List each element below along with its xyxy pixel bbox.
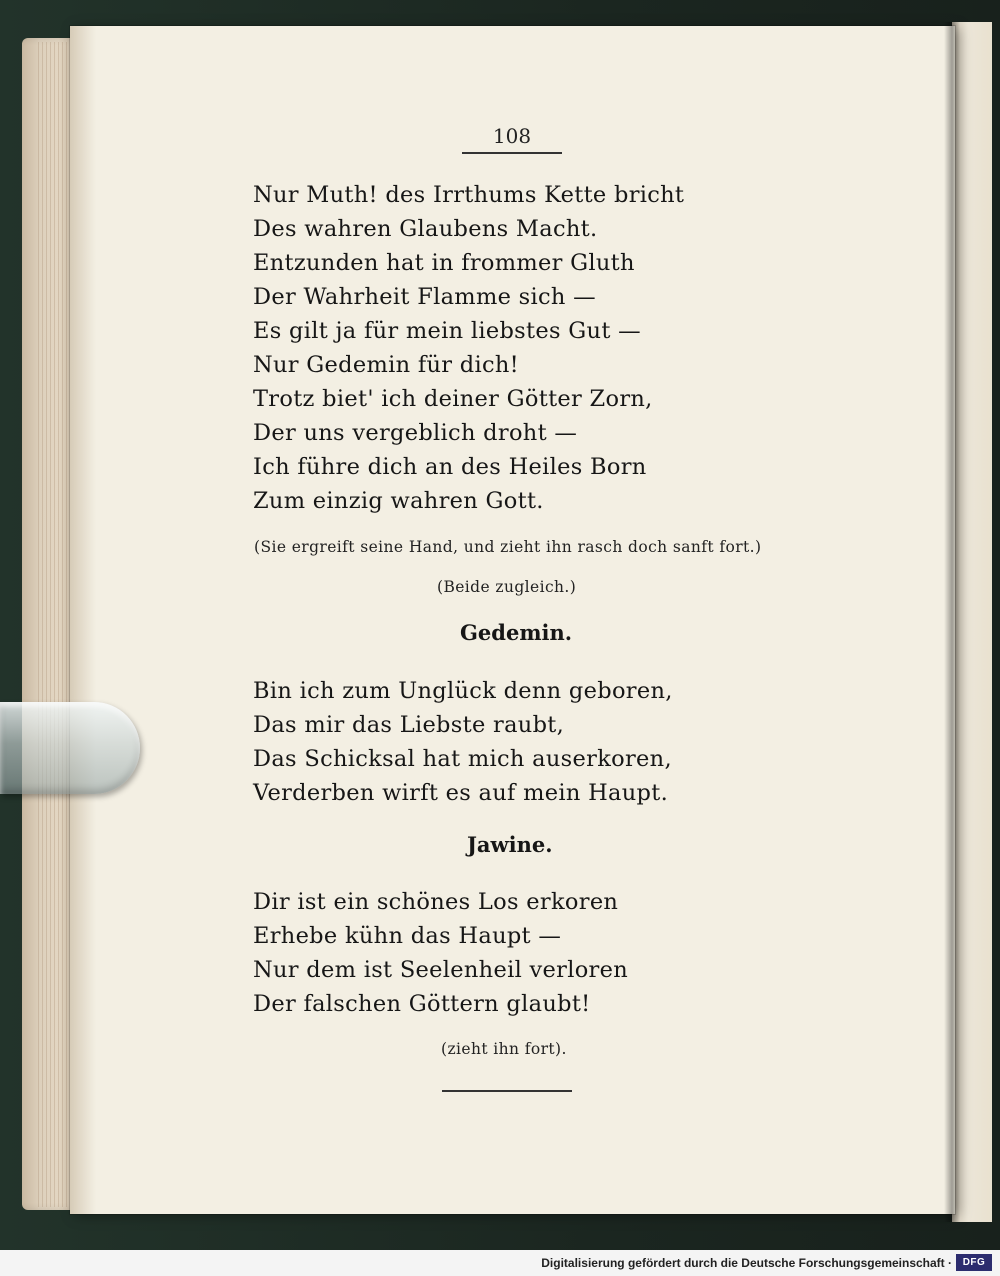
verse-line: Das Schicksal hat mich auserkoren, [253, 746, 672, 772]
verse-line: Der falschen Göttern glaubt! [253, 991, 591, 1017]
bleed-through [751, 188, 752, 189]
verse-line: Trotz biet' ich deiner Götter Zorn, [253, 386, 653, 412]
speaker-name: Jawine. [467, 832, 553, 857]
verse-line: Des wahren Glaubens Macht. [253, 216, 598, 242]
verse-line: Nur Muth! des Irrthums Kette bricht [253, 182, 685, 208]
verse-line: Verderben wirft es auf mein Haupt. [253, 780, 669, 806]
header-rule [462, 152, 562, 154]
verse-line: Nur dem ist Seelenheil verloren [253, 957, 629, 983]
stage-direction: (Sie ergreift seine Hand, und zieht ihn rasch doch sanft fort.) [254, 538, 762, 556]
speaker-name: Gedemin. [460, 620, 573, 645]
verse-line: Der Wahrheit Flamme sich — [253, 284, 596, 310]
verse-line: Bin ich zum Unglück denn geboren, [253, 678, 673, 704]
funding-credit: Digitalisierung gefördert durch die Deutsche Forschungsgemeinschaft · [541, 1256, 952, 1270]
closing-rule [442, 1090, 572, 1092]
verse-line: Erhebe kühn das Haupt — [253, 923, 562, 949]
verse-line: Ich führe dich an des Heiles Born [253, 454, 647, 480]
verse-line: Das mir das Liebste raubt, [253, 712, 565, 738]
glass-page-weight [0, 702, 140, 794]
spine-shadow [944, 22, 960, 1222]
stage-direction: (Beide zugleich.) [437, 578, 577, 596]
verse-line: Entzunden hat in frommer Gluth [253, 250, 635, 276]
verse-line: Der uns vergeblich droht — [253, 420, 578, 446]
verse-line: Zum einzig wahren Gott. [253, 488, 544, 514]
stanza-2 [253, 674, 673, 810]
stage-direction: (zieht ihn fort). [441, 1040, 567, 1058]
verse-line: Es gilt ja für mein liebstes Gut — [253, 318, 641, 344]
stanza-3 [253, 885, 628, 1021]
stanza-1 [253, 178, 684, 518]
page-number: 108 [492, 124, 532, 148]
verse-line: Nur Gedemin für dich! [253, 352, 520, 378]
verse-line: Dir ist ein schönes Los erkoren [253, 889, 619, 915]
footer-bar [0, 1250, 1000, 1276]
dfg-logo: DFG [956, 1254, 992, 1271]
